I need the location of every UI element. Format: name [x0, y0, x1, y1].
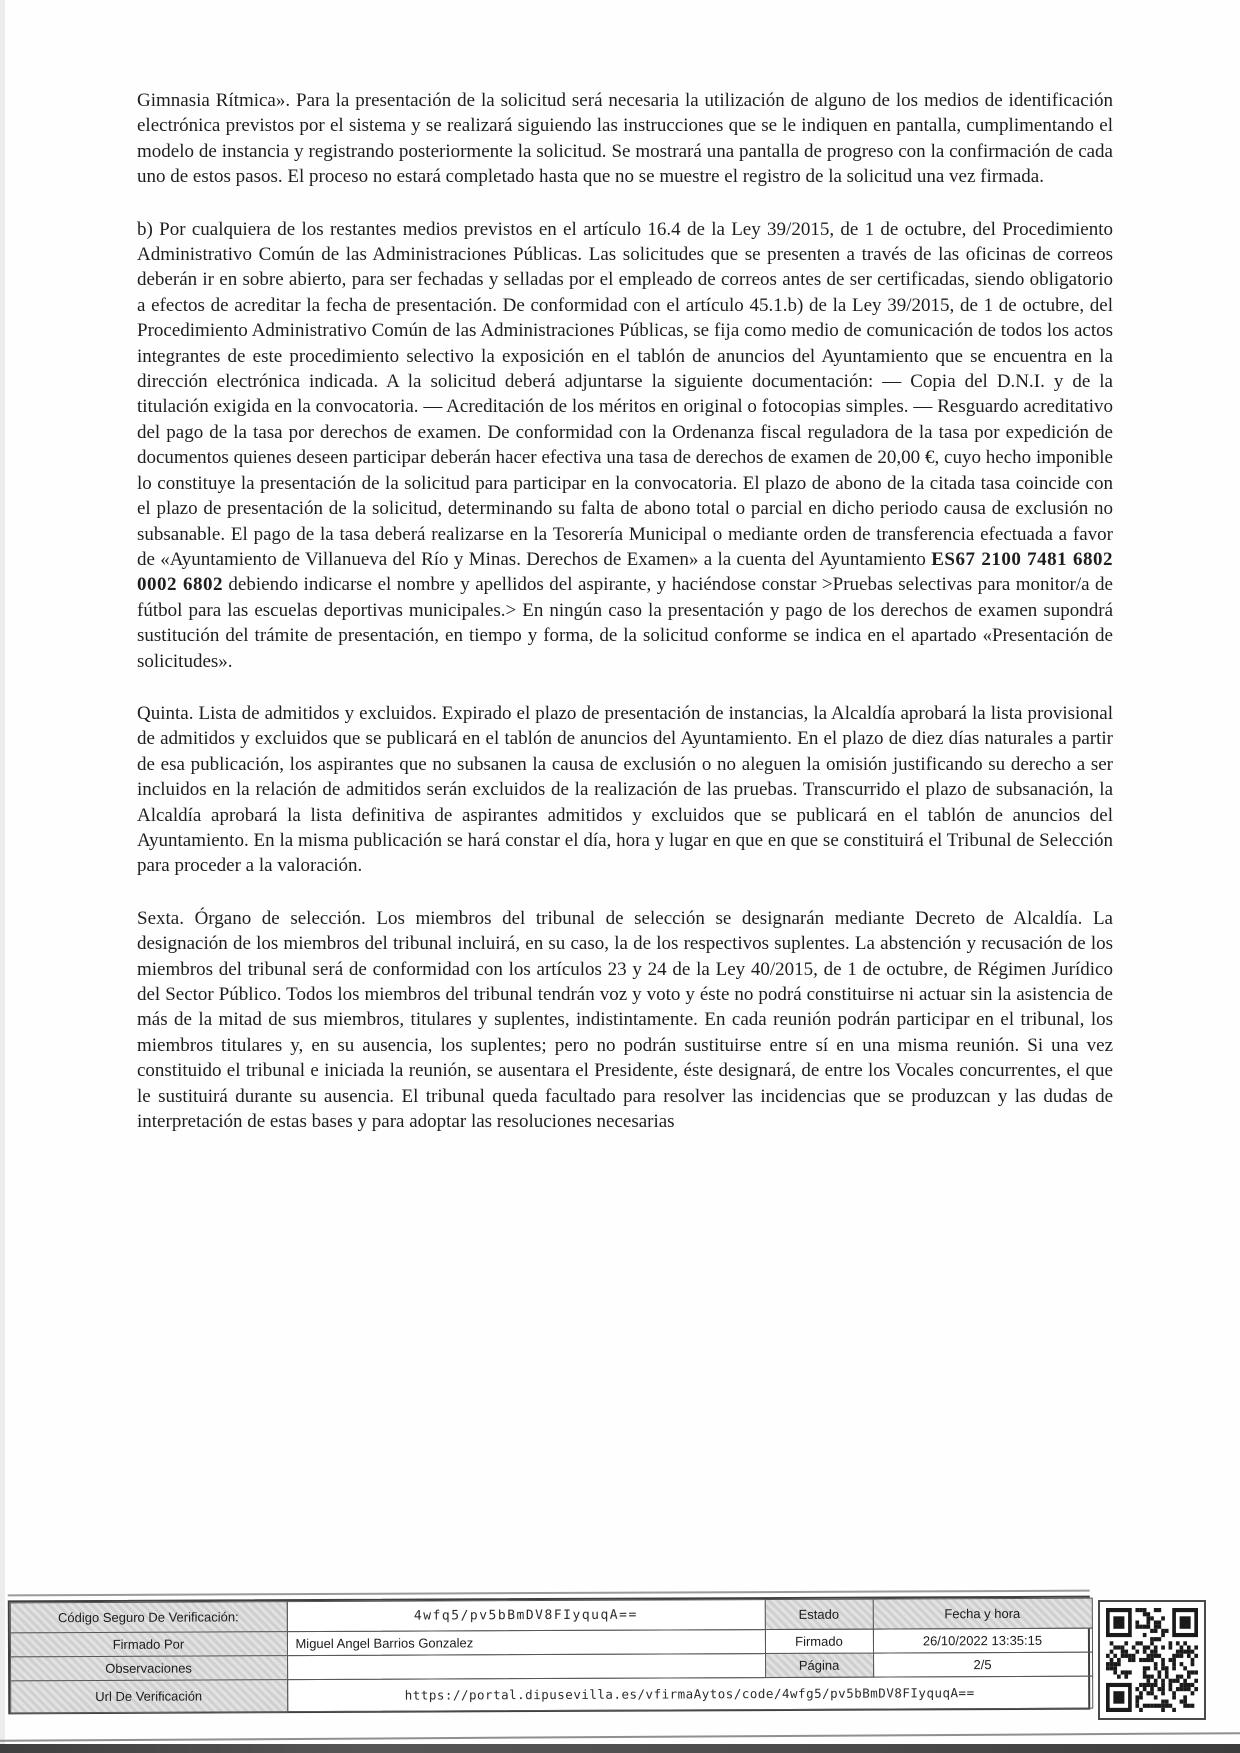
estado-header: Estado: [764, 1598, 873, 1629]
paragraph-medios-b-text: b) Por cualquiera de los restantes medios previstos en el artículo 16.4 de la Ley 39/2015, de 1 de octubre, del Procedimiento Administrativo Común de las Administraciones Públicas. Las solicitudes que se presenten a través de las oficinas de correos deberán ir en sobre abierto, para ser fechadas y selladas por el empleado de correos antes de ser certificadas, siendo obligatorio a efectos de acreditar la fecha de presentación. De conformidad con el artículo 45.1.b) de la Ley 39/2015, de 1 de octubre, del Procedimiento Administrativo Común de las Administraciones Públicas, se fija como medio de comunicación de todos los actos integrantes de este procedimiento selectivo la exposición en el tablón de anuncios del Ayuntamiento que se encuentra en la dirección electrónica indicada. A la solicitud deberá adjuntarse la siguiente documentación: — Copia del D.N.I. y de la titulación exigida en la convocatoria. — Acreditación de los méritos en original o fotocopias simples. — Resguardo acreditativo del pago de la tasa por derechos de examen. De conformidad con la Ordenanza fiscal reguladora de la tasa por expedición de documentos quienes deseen participar deberán hacer efectiva una tasa de derechos de examen de 20,00 €, cuyo hecho imponible lo constituye la presentación de la solicitud para participar en la convocatoria. El plazo de abono de la citada tasa coincide con el plazo de presentación de la solicitud, determinando su falta de abono total o parcial en dicho periodo causa de exclusión no subsanable. El pago de la tasa deberá realizarse en la Tesorería Municipal o mediante orden de transferencia efectuada a favor de «Ayuntamiento de Villanueva del Río y Minas. Derechos de Examen» a la cuenta del Ayuntamiento: [137, 218, 1113, 570]
firmado-por-value: Miguel Angel Barrios Gonzalez: [286, 1629, 765, 1656]
url-verificacion-label: Url De Verificación: [10, 1679, 288, 1713]
pagina-header: Página: [765, 1652, 874, 1677]
observaciones-value: [287, 1653, 766, 1680]
paragraph-quinta: Quinta. Lista de admitidos y excluidos. Expirado el plazo de presentación de instancias, la Alcaldía aprobará la lista provisional de admitidos y excluidos que se publicará en el tablón de anuncios del Ayuntamiento. En el plazo de diez días naturales a partir de esa publicación, los aspirantes que no subsanen la causa de exclusión o no aleguen la omisión justificando su derecho a ser incluidos en la relación de admitidos serán excluidos de la realización de las pruebas. Transcurrido el plazo de subsanación, la Alcaldía aprobará la lista definitiva de aspirantes admitidos y excluidos que se publicará en el tablón de anuncios del Ayuntamiento. En la misma publicación se hará constar el día, hora y lugar en que en que se constituirá el Tribunal de Selección para proceder a la valoración.: [137, 702, 1113, 877]
iban-account-number: ES67 2100 7481 6802 0002 6802: [137, 548, 1113, 596]
footer-top-rule: [8, 1590, 1090, 1597]
estado-value: Firmado: [764, 1628, 873, 1653]
scan-edge-bar: [0, 1744, 1240, 1753]
csv-value: 4wfq5/pv5bBmDV8FIyquqA==: [286, 1599, 765, 1632]
document-body: [137, 88, 1113, 1161]
qr-code: [1098, 1600, 1206, 1720]
fecha-hora-value: 26/10/2022 13:35:15: [872, 1627, 1092, 1653]
paragraph-presentacion: Gimnasia Rítmica». Para la presentación de la solicitud será necesaria la utilización de alguno de los medios de identificación electrónica previstos por el sistema y se realizará siguiendo las instrucciones que se le indiquen en pantalla, cumplimentando el modelo de instancia y registrando posteriormente la solicitud. Se mostrará una pantalla de progreso con la confirmación de cada uno de estos pasos. El proceso no estará completado hasta que no se muestre el registro de la solicitud una vez firmada.: [137, 90, 1113, 188]
pagina-value: 2/5: [873, 1651, 1093, 1677]
signature-verification-footer: [8, 1590, 1091, 1715]
qr-code-svg: [1106, 1608, 1198, 1712]
firmado-por-label: Firmado Por: [9, 1631, 287, 1657]
signature-verification-table: [8, 1596, 1090, 1715]
scan-bottom-rule: [0, 1732, 1240, 1742]
observaciones-label: Observaciones: [10, 1655, 288, 1681]
paragraph-medios-b-continuation: debiendo indicarse el nombre y apellidos del aspirante, y haciéndose constar >Pruebas selectivas para monitor/a de fútbol para las escuelas deportivas municipales.> En ningún caso la presentación y pago de los derechos de examen supondrá sustitución del trámite de presentación, en tiempo y forma, de la solicitud conforme se indica en el apartado «Presentación de solicitudes».: [137, 574, 1113, 672]
fecha-hora-header: Fecha y hora: [872, 1597, 1092, 1629]
paragraph-medios-b: [137, 217, 1113, 674]
scan-edge-artifact: [0, 0, 5, 1745]
paragraph-sexta: Sexta. Órgano de selección. Los miembros del tribunal de selección se designarán mediante Decreto de Alcaldía. La designación de los miembros del tribunal incluirá, en su caso, la de los respectivos suplentes. La abstención y recusación de los miembros del tribunal será de conformidad con los artículos 23 y 24 de la Ley 40/2015, de 1 de octubre, de Régimen Jurídico del Sector Público. Todos los miembros del tribunal tendrán voz y voto y éste no podrá constituirse ni actuar sin la asistencia de más de la mitad de sus miembros, titulares y suplentes, indistintamente. En cada reunión podrán participar en el tribunal, los miembros titulares y, en su ausencia, los suplentes; pero no podrán sustituirse entre sí en una misma reunión. Si una vez constituido el tribunal e iniciada la reunión, se ausentara el Presidente, éste designará, de entre los Vocales concurrentes, el que le sustituirá durante su ausencia. El tribunal queda facultado para resolver las incidencias que se produzcan y las dudas de interpretación de estas bases y para adoptar las resoluciones necesarias: [137, 907, 1113, 1133]
url-verificacion-value[interactable]: https://portal.dipusevilla.es/vfirmaAytos/code/4wfg5/pv5bBmDV8FIyquqA==: [287, 1675, 1093, 1712]
csv-label: Código Seguro De Verificación:: [9, 1601, 287, 1633]
